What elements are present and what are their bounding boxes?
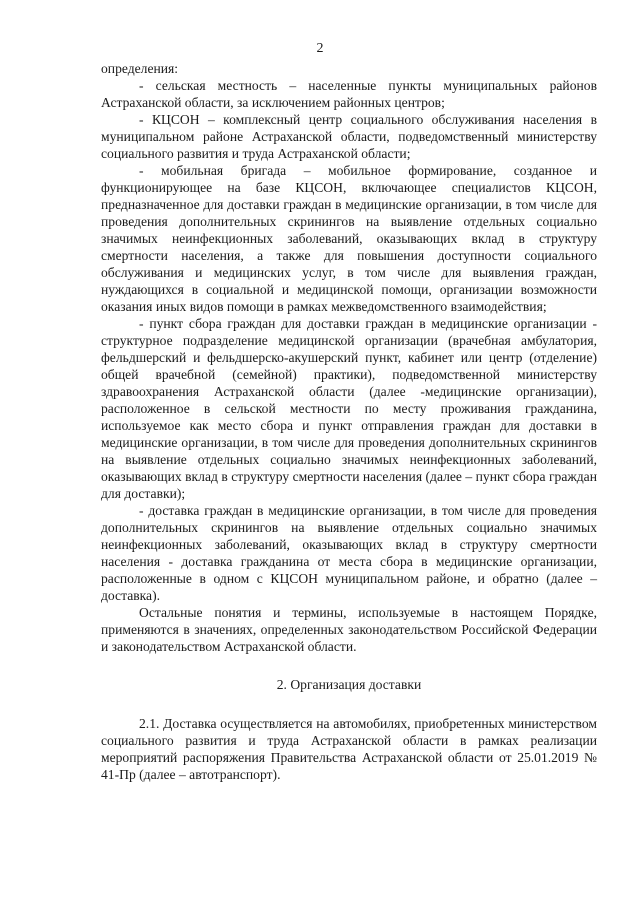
definition-kcson: - КЦСОН – комплексный центр социального обслуживания населения в муниципальном районе Астраханской области, подведомственный министерству социального развития и труда Астраханской области;: [101, 112, 597, 161]
definition-pickup-point: - пункт сбора граждан для доставки граждан в медицинские организации - структурное подразделение медицинской организации (врачебная амбулатория, фельдшерский и фельдшерско-акушерский пункт, кабинет или центр (отделение) общей врачебной (семейной) практики), подведомственной министерству здравоохранения Астраханской области (далее -медицинские организации), расположенное в сельской местности по месту проживания гражданина, используемое как место сбора и пункт отправления граждан для доставки в медицинские организации, в том числе для проведения дополнительных скринингов на выявление отдельных социально значимых неинфекционных заболеваний, оказывающих вклад в структуру смертности населения (далее – пункт сбора граждан для доставки);: [101, 316, 597, 501]
definition-mobile-brigade: - мобильная бригада – мобильное формирование, созданное и функционирующее на базе КЦСОН, включающее специалистов КЦСОН, предназначенное для доставки граждан в медицинские организации, в том числе для проведения дополнительных скринингов на выявление отдельных социально значимых неинфекционных заболеваний, оказывающих вклад в структуру смертности населения, а также для повышения доступности социального обслуживания и медицинских услуг, в том числе для выявления граждан, нуждающихся в социальной и медицинской помощи, организации возможности оказания иных видов помощи в рамках межведомственного взаимодействия;: [101, 163, 597, 314]
definitions-lead: определения:: [101, 61, 179, 76]
other-terms-paragraph: Остальные понятия и термины, используемые в настоящем Порядке, применяются в значениях, определенных законодательством Российской Федерации и законодательством Астраханской области.: [101, 605, 597, 654]
definition-delivery: - доставка граждан в медицинские организации, в том числе для проведения дополнительных скринингов на выявление отдельных социально значимых неинфекционных заболеваний, оказывающих вклад в структуру смертности населения - доставка гражданина от места сбора в медицинские организации, расположенные в одном с КЦСОН муниципальном районе, и обратно (далее – доставка).: [101, 503, 597, 603]
section-heading: 2. Организация доставки: [276, 677, 422, 692]
page-number: 2: [316, 41, 324, 56]
clause-2-1: 2.1. Доставка осуществляется на автомобилях, приобретенных министерством социального развития и труда Астраханской области в рамках реализации мероприятий распоряжения Правительства Астраханской области от 25.01.2019 № 41-Пр (далее – автотранспорт).: [101, 716, 597, 782]
document-body: [101, 60, 597, 783]
definition-rural-area: - сельская местность – населенные пункты муниципальных районов Астраханской области, за исключением районных центров;: [101, 78, 597, 110]
